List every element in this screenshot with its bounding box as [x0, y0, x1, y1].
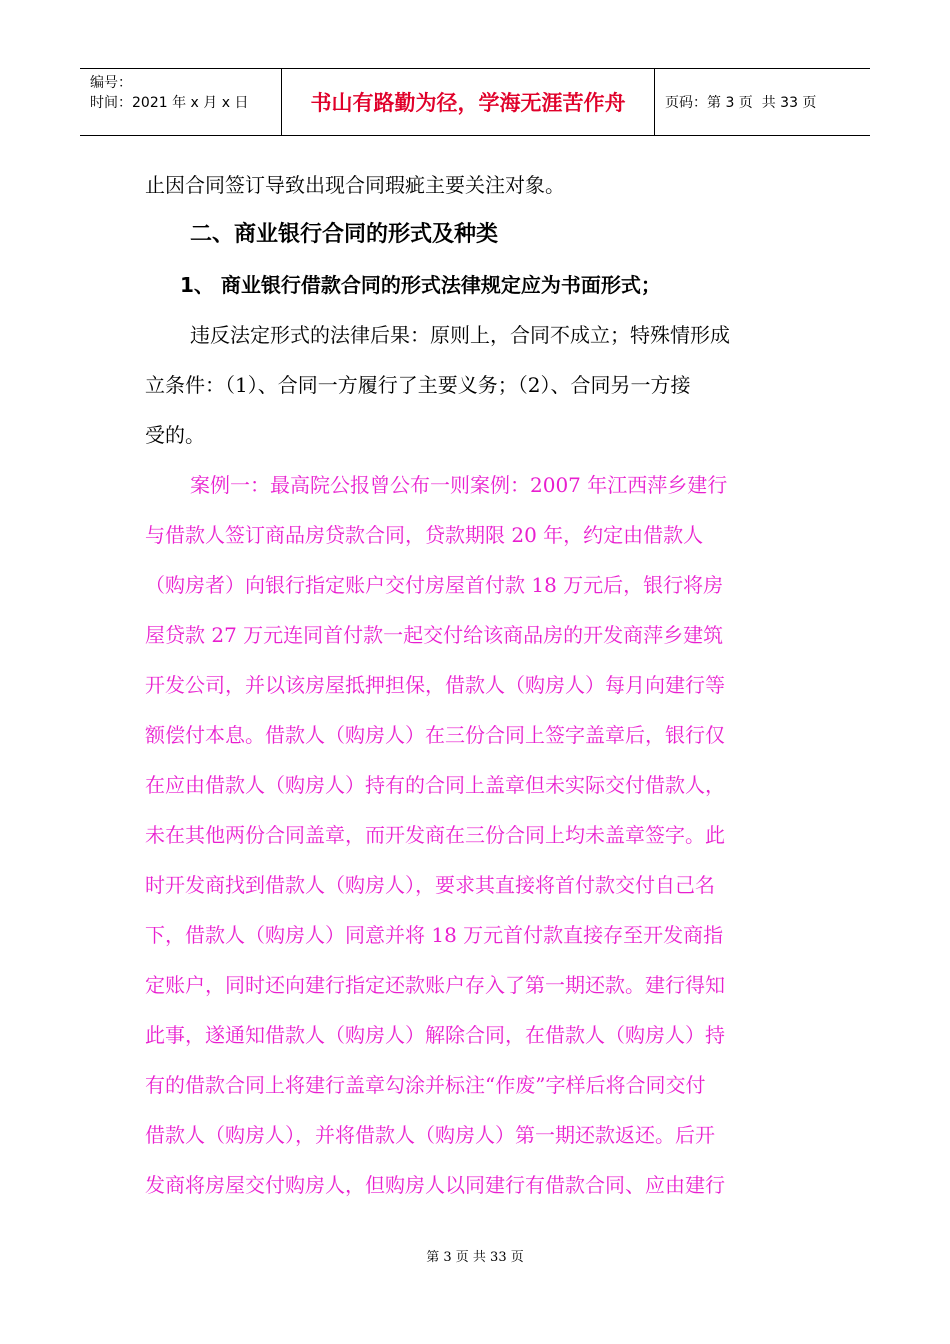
subsection-heading: 1、 商业银行借款合同的形式法律规定应为书面形式；: [180, 273, 661, 297]
header-motto-cell: [282, 69, 655, 135]
section-heading: 二、商业银行合同的形式及种类: [190, 222, 499, 247]
case-line: 借款人（购房人），并将借款人（购房人）第一期还款返还。后开: [145, 1123, 715, 1147]
case-line: 定账户，同时还向建行指定还款账户存入了第一期还款。建行得知: [145, 973, 725, 997]
page-footer: 第 3 页 共 33 页: [426, 1250, 524, 1265]
case-line: 额偿付本息。借款人（购房人）在三份合同上签字盖章后，银行仅: [145, 723, 725, 747]
case-line: （购房者）向银行指定账户交付房屋首付款 18 万元后，银行将房: [145, 573, 724, 597]
date-label: 时间：2021 年 x 月 x 日: [90, 95, 249, 111]
case-line: 在应由借款人（购房人）持有的合同上盖章但未实际交付借款人，: [145, 773, 725, 797]
header-left-cell: [80, 69, 282, 135]
paragraph-continuation: 止因合同签订导致出现合同瑕疵主要关注对象。: [145, 173, 565, 197]
case-example-block: [145, 460, 810, 1210]
document-body: [145, 160, 810, 1210]
number-label: 编号：: [90, 75, 132, 91]
case-line: 开发公司，并以该房屋抵押担保，借款人（购房人）每月向建行等: [145, 673, 725, 697]
header-page-cell: [655, 69, 870, 135]
paragraph-line: 受的。: [145, 423, 205, 447]
case-line: 与借款人签订商品房贷款合同，贷款期限 20 年，约定由借款人: [145, 523, 704, 547]
case-line: 此事，遂通知借款人（购房人）解除合同，在借款人（购房人）持: [145, 1023, 725, 1047]
paragraph-line: 违反法定形式的法律后果：原则上，合同不成立；特殊情形成: [190, 323, 730, 347]
case-line: 案例一：最高院公报曾公布一则案例：2007 年江西萍乡建行: [190, 473, 728, 497]
case-line: 屋贷款 27 万元连同首付款一起交付给该商品房的开发商萍乡建筑: [145, 623, 724, 647]
case-line: 下，借款人（购房人）同意并将 18 万元首付款直接存至开发商指: [145, 923, 724, 947]
case-line: 发商将房屋交付购房人，但购房人以同建行有借款合同、应由建行: [145, 1173, 725, 1197]
case-line: 时开发商找到借款人（购房人），要求其直接将首付款交付自己名: [145, 873, 715, 897]
case-line: 未在其他两份合同盖章，而开发商在三份合同上均未盖章签字。此: [145, 823, 725, 847]
paragraph-line: 立条件：（1）、合同一方履行了主要义务；（2）、合同另一方接: [145, 373, 691, 397]
case-line: 有的借款合同上将建行盖章勾涂并标注“作废”字样后将合同交付: [145, 1073, 706, 1097]
motto-text: 书山有路勤为径，学海无涯苦作舟: [310, 90, 626, 115]
header-table: [80, 68, 870, 136]
page-info: 页码：第 3 页 共 33 页: [665, 95, 817, 111]
